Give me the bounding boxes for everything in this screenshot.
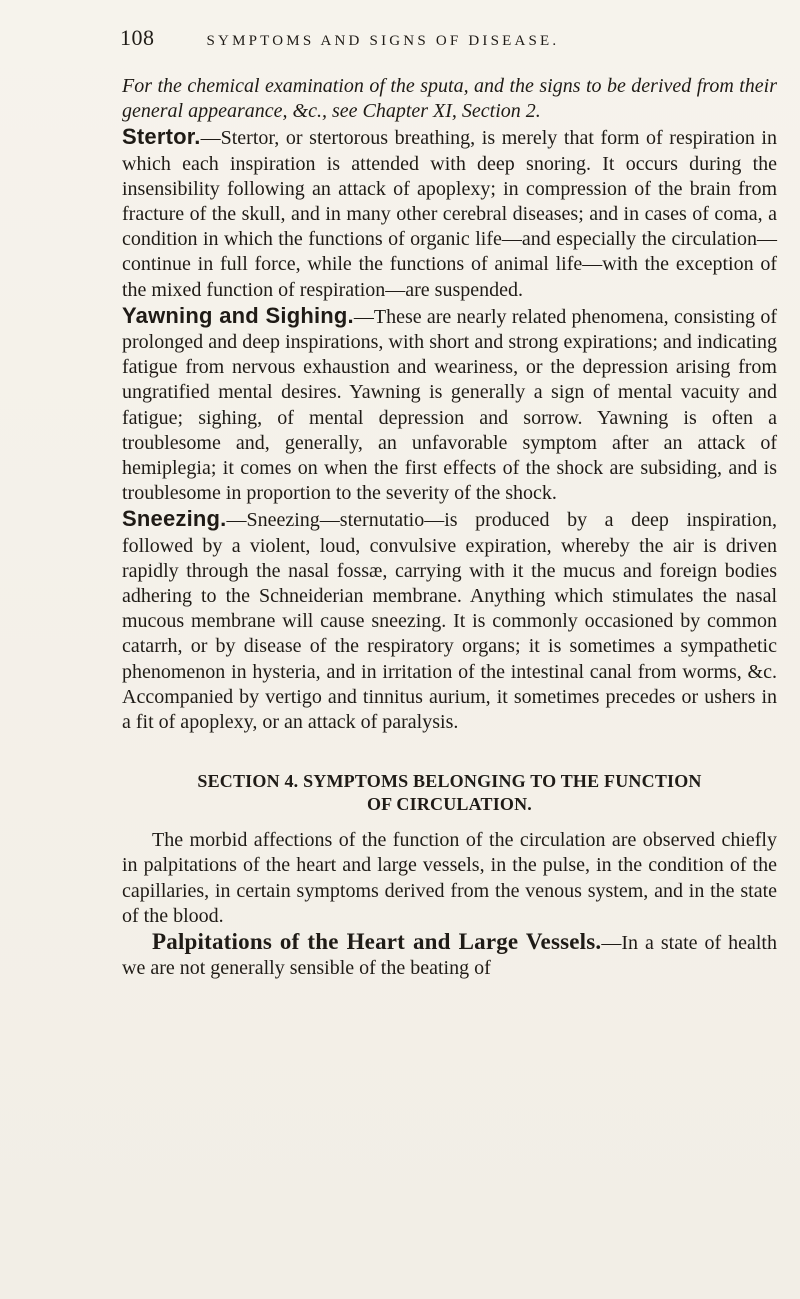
sneezing-term: Sneezing. <box>122 506 227 532</box>
stertor-term: Stertor. <box>122 124 201 150</box>
page-number: 108 <box>120 25 155 50</box>
yawning-sighing-text: —These are nearly related phenomena, consisting of prolonged and deep inspirations, with short and strong expirations; and indicating fatigue from nervous exhaustion and weariness, or the depression arising from ungratified mental desires. Yawning is generally a sign of mental vacuity and fatigue; sighing, of mental depression and sorrow. Yawning is often a troublesome and, generally, an unfavorable symptom after an attack of hemiplegia; it comes on when the first effects of the shock are subsiding, and is troublesome in proportion to the severity of the shock. <box>122 305 777 505</box>
stertor-text: —Stertor, or stertorous breathing, is merely that form of respiration in which each inspiration is attended with deep snoring. It occurs during the insensibility following an attack of apoplexy; in compression of the brain from fracture of the skull, and in many other cerebral diseases; and in cases of coma, a condition in which the functions of organic life—and especially the circulation—continue in full force, while the functions of animal life—with the exception of the mixed function of respiration—are suspended. <box>122 127 777 301</box>
sneezing-text: —Sneezing—sternutatio—is produced by a deep inspiration, followed by a violent, loud, convulsive expiration, whereby the air is driven rapidly through the nasal fossæ, carrying with it the mucus and foreign bodies adhering to the Schneiderian membrane. Anything which stimulates the nasal mucous membrane will cause sneezing. It is commonly occasioned by common catarrh, or by disease of the respiratory organs; it is sometimes a sympathetic phenomenon in hysteria, and in irritation of the intestinal canal from worms, &c. Accompanied by vertigo and tinnitus aurium, it sometimes precedes or ushers in a fit of apoplexy, or an attack of paralysis. <box>122 509 777 734</box>
yawning-sighing-term: Yawning and Sighing. <box>122 302 354 328</box>
palpitations-heading: Palpitations of the Heart and Large Vessels. <box>152 929 602 955</box>
page-header <box>120 25 780 55</box>
intro-note: For the chemical examination of the sputa, and the signs to be derived from their general appearance, &c., see Chapter XI, Section 2. <box>122 75 777 123</box>
yawning-sighing-paragraph <box>122 303 777 507</box>
section-heading <box>122 770 777 816</box>
palpitations-text: —In a state of health we are not generally sensible of the beating of <box>122 932 777 980</box>
palpitations-paragraph <box>122 929 777 981</box>
section-intro: The morbid affections of the function of the circulation are observed chiefly in palpitations of the heart and large vessels, in the pulse, in the condition of the capillaries, in certain symptoms derived from the venous system, and in the state of the blood. <box>122 829 777 927</box>
stertor-paragraph <box>122 124 777 302</box>
sneezing-paragraph <box>122 506 777 735</box>
running-head: SYMPTOMS AND SIGNS OF DISEASE. <box>206 33 560 49</box>
section-heading-line-1: SECTION 4. SYMPTOMS BELONGING TO THE FUNCTION <box>197 771 702 792</box>
section-heading-line-2: OF CIRCULATION. <box>366 794 532 815</box>
page-content <box>122 74 777 982</box>
